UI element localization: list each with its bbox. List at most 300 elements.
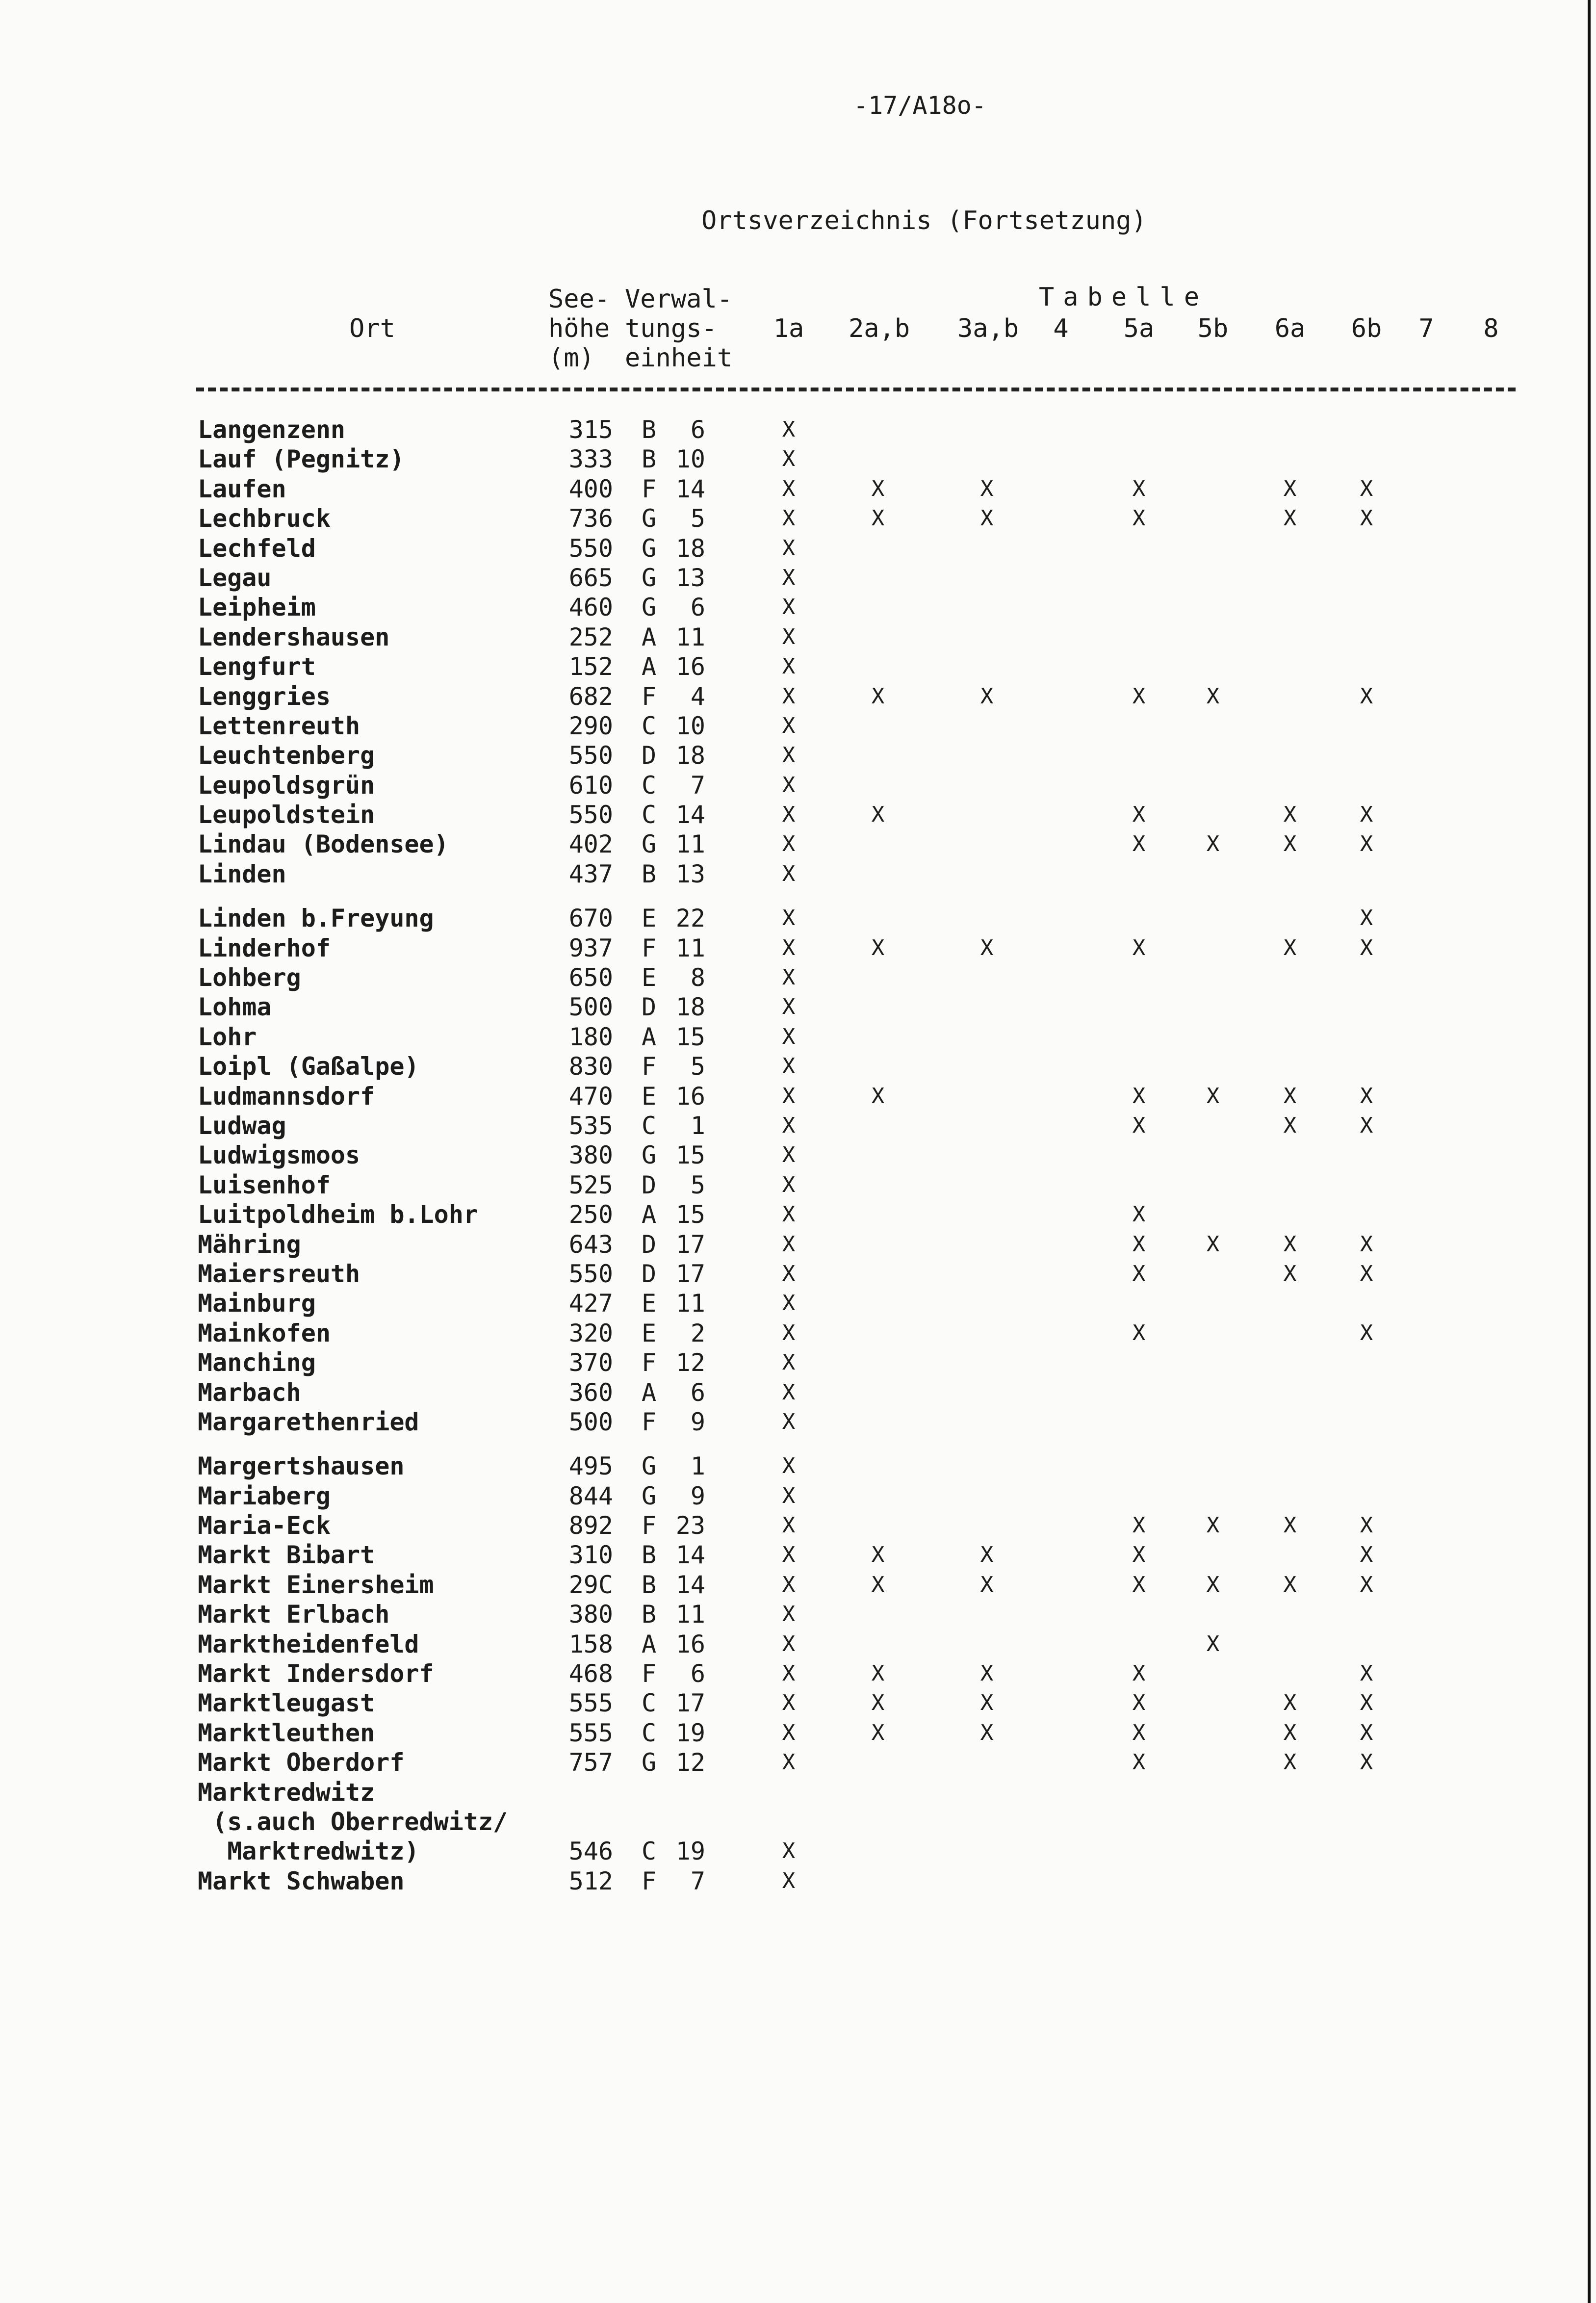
table-mark-x: X xyxy=(782,1202,796,1227)
table-mark-x: X xyxy=(782,1320,796,1346)
place-name: Mainkofen xyxy=(198,1319,331,1347)
table-mark-x: X xyxy=(782,1054,796,1079)
table-row xyxy=(0,1407,1596,1437)
admin-unit-letter: G xyxy=(642,593,657,622)
column-header: 1a xyxy=(773,314,804,343)
admin-unit-number: 9 xyxy=(690,1481,705,1510)
place-name: Leupoldsgrün xyxy=(198,771,375,800)
admin-unit-number: 18 xyxy=(675,534,705,563)
table-mark-x: X xyxy=(871,1542,885,1568)
admin-unit-number: 14 xyxy=(675,474,705,503)
table-row xyxy=(0,829,1596,859)
place-name: Markt Indersdorf xyxy=(198,1659,434,1688)
table-mark-x: X xyxy=(1360,1083,1373,1109)
place-name: Lohr xyxy=(198,1022,257,1051)
admin-unit-letter: E xyxy=(642,1319,657,1347)
table-mark-x: X xyxy=(782,802,796,828)
admin-unit-number: 5 xyxy=(690,1052,705,1081)
place-name: Lohberg xyxy=(198,963,301,992)
table-row xyxy=(0,1378,1596,1407)
admin-unit-number: 10 xyxy=(675,711,705,740)
admin-unit-letter: B xyxy=(642,1541,657,1570)
table-mark-x: X xyxy=(1360,1720,1373,1745)
altitude-value: 555 xyxy=(568,1689,613,1718)
admin-unit-letter: B xyxy=(642,445,657,474)
column-header: 8 xyxy=(1483,314,1499,343)
table-mark-x: X xyxy=(980,935,994,960)
table-mark-x: X xyxy=(782,1838,796,1864)
table-row xyxy=(0,1570,1596,1600)
table-row xyxy=(0,563,1596,593)
admin-unit-number: 14 xyxy=(675,1570,705,1599)
table-mark-x: X xyxy=(782,506,796,531)
table-mark-x: X xyxy=(782,1231,796,1257)
place-name: Lengfurt xyxy=(198,652,316,681)
admin-unit-number: 14 xyxy=(675,1541,705,1570)
header-verwaltung-line: Verwal- xyxy=(625,285,733,314)
table-mark-x: X xyxy=(1283,1720,1297,1745)
column-header: 7 xyxy=(1418,314,1434,343)
admin-unit-number: 12 xyxy=(675,1348,705,1377)
table-row xyxy=(0,593,1596,622)
admin-unit-number: 18 xyxy=(675,741,705,770)
table-row xyxy=(0,859,1596,889)
admin-unit-number: 6 xyxy=(690,1659,705,1688)
place-name: Luitpoldheim b.Lohr xyxy=(198,1200,478,1229)
table-mark-x: X xyxy=(1132,1202,1146,1227)
table-row xyxy=(0,1511,1596,1540)
table-mark-x: X xyxy=(1360,1661,1373,1686)
admin-unit-number: 22 xyxy=(675,904,705,933)
table-mark-x: X xyxy=(782,1379,796,1405)
header-tabelle: Tabelle xyxy=(1039,283,1209,312)
table-mark-x: X xyxy=(1132,1113,1146,1138)
table-mark-x: X xyxy=(782,654,796,679)
table-mark-x: X xyxy=(1132,1661,1146,1686)
admin-unit-number: 9 xyxy=(690,1407,705,1436)
table-mark-x: X xyxy=(782,1661,796,1686)
header-verwaltungseinheit xyxy=(625,285,732,373)
admin-unit-number: 17 xyxy=(675,1689,705,1718)
table-mark-x: X xyxy=(1360,831,1373,857)
place-name: Marktredwitz) xyxy=(198,1837,419,1866)
admin-unit-number: 11 xyxy=(675,622,705,651)
table-mark-x: X xyxy=(1206,1231,1220,1257)
table-mark-x: X xyxy=(782,1690,796,1716)
admin-unit-letter: F xyxy=(642,1407,657,1436)
admin-unit-letter: A xyxy=(642,652,657,681)
place-name: Loipl (Gaßalpe) xyxy=(198,1052,419,1081)
table-mark-x: X xyxy=(1132,506,1146,531)
table-mark-x: X xyxy=(980,1661,994,1686)
table-row xyxy=(0,1140,1596,1170)
altitude-value: 310 xyxy=(568,1541,613,1570)
place-name: Markt Schwaben xyxy=(198,1866,405,1895)
place-name: Lenggries xyxy=(198,682,331,711)
altitude-value: 400 xyxy=(568,474,613,503)
page-number: -17/A18o- xyxy=(853,91,986,120)
admin-unit-letter: G xyxy=(642,534,657,563)
admin-unit-letter: G xyxy=(642,830,657,859)
column-header: 4 xyxy=(1053,314,1069,343)
admin-unit-letter: F xyxy=(642,1348,657,1377)
table-mark-x: X xyxy=(782,743,796,768)
column-header: 2a,b xyxy=(849,314,910,343)
table-row xyxy=(0,963,1596,992)
place-name: Markt Bibart xyxy=(198,1541,375,1570)
place-name: Ludmannsdorf xyxy=(198,1082,375,1111)
altitude-value: 333 xyxy=(568,445,613,474)
table-row xyxy=(0,1481,1596,1511)
table-mark-x: X xyxy=(1283,1113,1297,1138)
admin-unit-number: 13 xyxy=(675,859,705,888)
admin-unit-number: 16 xyxy=(675,652,705,681)
table-row xyxy=(0,800,1596,829)
admin-unit-letter: F xyxy=(642,1052,657,1081)
admin-unit-letter: F xyxy=(642,1866,657,1895)
altitude-value: 736 xyxy=(568,504,613,533)
table-mark-x: X xyxy=(871,506,885,531)
table-mark-x: X xyxy=(782,476,796,501)
table-mark-x: X xyxy=(1360,506,1373,531)
table-mark-x: X xyxy=(1360,1542,1373,1568)
admin-unit-number: 15 xyxy=(675,1200,705,1229)
altitude-value: 550 xyxy=(568,741,613,770)
admin-unit-letter: C xyxy=(642,1689,657,1718)
altitude-value: 650 xyxy=(568,963,613,992)
admin-unit-number: 10 xyxy=(675,445,705,474)
table-row xyxy=(0,1082,1596,1111)
admin-unit-letter: B xyxy=(642,1600,657,1629)
admin-unit-letter: A xyxy=(642,1378,657,1407)
table-mark-x: X xyxy=(1283,506,1297,531)
table-mark-x: X xyxy=(1360,1231,1373,1257)
table-mark-x: X xyxy=(1132,1542,1146,1568)
admin-unit-number: 8 xyxy=(690,963,705,992)
table-mark-x: X xyxy=(871,935,885,960)
table-row xyxy=(0,1200,1596,1229)
admin-unit-letter: B xyxy=(642,1570,657,1599)
table-mark-x: X xyxy=(980,1542,994,1568)
place-name: Ludwigsmoos xyxy=(198,1141,360,1170)
table-mark-x: X xyxy=(980,506,994,531)
table-row xyxy=(0,1289,1596,1318)
header-seehoehe-line: höhe xyxy=(548,314,610,343)
admin-unit-number: 2 xyxy=(690,1319,705,1347)
admin-unit-number: 12 xyxy=(675,1748,705,1777)
altitude-value: 546 xyxy=(568,1837,613,1866)
admin-unit-letter: C xyxy=(642,1111,657,1140)
altitude-value: 380 xyxy=(568,1600,613,1629)
admin-unit-number: 11 xyxy=(675,933,705,962)
admin-unit-number: 17 xyxy=(675,1259,705,1288)
table-row xyxy=(0,1170,1596,1200)
place-name: Margertshausen xyxy=(198,1452,405,1481)
altitude-value: 402 xyxy=(568,830,613,859)
admin-unit-number: 15 xyxy=(675,1022,705,1051)
admin-unit-letter: E xyxy=(642,904,657,933)
table-mark-x: X xyxy=(1283,476,1297,501)
table-mark-x: X xyxy=(782,1631,796,1656)
table-row xyxy=(0,1837,1596,1866)
table-mark-x: X xyxy=(1360,476,1373,501)
place-name: Lauf (Pegnitz) xyxy=(198,445,405,474)
place-name: Markt Einersheim xyxy=(198,1570,434,1599)
header-verwaltung-line: tungs- xyxy=(625,314,717,343)
altitude-value: 290 xyxy=(568,711,613,740)
table-mark-x: X xyxy=(782,935,796,960)
admin-unit-letter: F xyxy=(642,933,657,962)
altitude-value: 550 xyxy=(568,534,613,563)
admin-unit-letter: G xyxy=(642,1452,657,1481)
table-body xyxy=(0,415,1596,1896)
altitude-value: 512 xyxy=(568,1866,613,1895)
table-mark-x: X xyxy=(980,1720,994,1745)
admin-unit-letter: D xyxy=(642,741,657,770)
table-mark-x: X xyxy=(1132,1690,1146,1716)
table-mark-x: X xyxy=(782,994,796,1020)
table-mark-x: X xyxy=(1283,1513,1297,1538)
table-row xyxy=(0,933,1596,963)
table-row xyxy=(0,534,1596,563)
altitude-value: 500 xyxy=(568,993,613,1022)
table-mark-x: X xyxy=(1360,1320,1373,1346)
table-mark-x: X xyxy=(1360,802,1373,828)
column-header: 6a xyxy=(1274,314,1306,343)
altitude-value: 315 xyxy=(568,415,613,444)
admin-unit-number: 4 xyxy=(690,682,705,711)
table-mark-x: X xyxy=(1132,802,1146,828)
table-row xyxy=(0,1111,1596,1140)
table-mark-x: X xyxy=(1132,683,1146,709)
table-mark-x: X xyxy=(782,1513,796,1538)
header-seehoehe-line: See- xyxy=(548,285,610,314)
table-mark-x: X xyxy=(782,1172,796,1197)
place-name: Linden b.Freyung xyxy=(198,904,434,933)
place-name: Maiersreuth xyxy=(198,1259,360,1288)
admin-unit-letter: G xyxy=(642,1141,657,1170)
altitude-value: 670 xyxy=(568,904,613,933)
admin-unit-number: 23 xyxy=(675,1511,705,1540)
table-mark-x: X xyxy=(980,683,994,709)
table-mark-x: X xyxy=(782,624,796,649)
column-header: 3a,b xyxy=(957,314,1019,343)
table-mark-x: X xyxy=(1360,1261,1373,1286)
column-header: 5b xyxy=(1197,314,1229,343)
place-name: Laufen xyxy=(198,474,286,503)
altitude-value: 370 xyxy=(568,1348,613,1377)
table-row xyxy=(0,1022,1596,1052)
table-row xyxy=(0,444,1596,474)
table-mark-x: X xyxy=(1360,1750,1373,1775)
place-name: Maria-Eck xyxy=(198,1511,331,1540)
altitude-value: 468 xyxy=(568,1659,613,1688)
header-ort: Ort xyxy=(349,314,395,343)
altitude-value: 682 xyxy=(568,682,613,711)
table-mark-x: X xyxy=(1132,831,1146,857)
table-row xyxy=(0,1778,1596,1807)
table-mark-x: X xyxy=(871,1720,885,1745)
altitude-value: 610 xyxy=(568,771,613,800)
admin-unit-letter: A xyxy=(642,1630,657,1658)
table-mark-x: X xyxy=(1283,802,1297,828)
altitude-value: 892 xyxy=(568,1511,613,1540)
place-name: Leupoldstein xyxy=(198,801,375,829)
altitude-value: 158 xyxy=(568,1630,613,1658)
table-mark-x: X xyxy=(871,802,885,828)
table-row xyxy=(0,711,1596,741)
place-name: Mainburg xyxy=(198,1289,316,1318)
admin-unit-number: 1 xyxy=(690,1111,705,1140)
table-mark-x: X xyxy=(1206,1631,1220,1656)
table-row xyxy=(0,1230,1596,1259)
table-mark-x: X xyxy=(782,1142,796,1168)
place-name: Mariaberg xyxy=(198,1481,331,1510)
table-mark-x: X xyxy=(782,1868,796,1893)
table-row xyxy=(0,771,1596,800)
table-mark-x: X xyxy=(782,861,796,886)
table-mark-x: X xyxy=(1132,1720,1146,1745)
table-mark-x: X xyxy=(1132,1572,1146,1597)
admin-unit-letter: E xyxy=(642,1289,657,1318)
table-mark-x: X xyxy=(1132,476,1146,501)
table-row xyxy=(0,415,1596,444)
place-name: (s.auch Oberredwitz/ xyxy=(198,1807,508,1836)
altitude-value: 427 xyxy=(568,1289,613,1318)
table-mark-x: X xyxy=(1283,831,1297,857)
table-mark-x: X xyxy=(1360,906,1373,931)
column-header: 6b xyxy=(1351,314,1382,343)
altitude-value: 29C xyxy=(568,1570,613,1599)
table-row xyxy=(0,1659,1596,1688)
altitude-value: 437 xyxy=(568,859,613,888)
admin-unit-letter: B xyxy=(642,859,657,888)
altitude-value: 180 xyxy=(568,1022,613,1051)
table-mark-x: X xyxy=(782,1720,796,1745)
table-mark-x: X xyxy=(1360,935,1373,960)
header-seehoehe xyxy=(548,285,610,373)
admin-unit-letter: F xyxy=(642,474,657,503)
table-mark-x: X xyxy=(782,1602,796,1627)
header-seehoehe-line: (m) xyxy=(548,343,594,373)
table-mark-x: X xyxy=(782,683,796,709)
place-name: Linderhof xyxy=(198,933,331,962)
place-name: Lechfeld xyxy=(198,534,316,563)
header-divider xyxy=(196,388,1516,391)
altitude-value: 380 xyxy=(568,1141,613,1170)
table-mark-x: X xyxy=(782,1409,796,1434)
table-row xyxy=(0,1540,1596,1570)
admin-unit-number: 19 xyxy=(675,1718,705,1747)
table-row xyxy=(0,992,1596,1022)
table-row xyxy=(0,1052,1596,1081)
table-mark-x: X xyxy=(871,1690,885,1716)
table-mark-x: X xyxy=(1206,1513,1220,1538)
table-mark-x: X xyxy=(782,772,796,798)
table-mark-x: X xyxy=(782,1113,796,1138)
altitude-value: 470 xyxy=(568,1082,613,1111)
table-row xyxy=(0,1319,1596,1348)
place-name: Ludwag xyxy=(198,1111,286,1140)
table-mark-x: X xyxy=(1360,1572,1373,1597)
admin-unit-letter: B xyxy=(642,415,657,444)
altitude-value: 252 xyxy=(568,622,613,651)
table-row xyxy=(0,1451,1596,1481)
table-mark-x: X xyxy=(1283,1750,1297,1775)
table-mark-x: X xyxy=(1132,1231,1146,1257)
admin-unit-number: 13 xyxy=(675,563,705,592)
table-mark-x: X xyxy=(1132,1320,1146,1346)
admin-unit-letter: C xyxy=(642,1718,657,1747)
place-name: Leipheim xyxy=(198,593,316,622)
table-mark-x: X xyxy=(1206,831,1220,857)
table-mark-x: X xyxy=(1283,1083,1297,1109)
table-mark-x: X xyxy=(1360,1513,1373,1538)
table-row xyxy=(0,1866,1596,1896)
admin-unit-letter: A xyxy=(642,1022,657,1051)
column-header: 5a xyxy=(1123,314,1155,343)
table-row xyxy=(0,1259,1596,1289)
place-name: Marbach xyxy=(198,1378,301,1407)
document-title: Ortsverzeichnis (Fortsetzung) xyxy=(701,206,1147,235)
table-row xyxy=(0,741,1596,770)
admin-unit-number: 14 xyxy=(675,801,705,829)
place-name: Linden xyxy=(198,859,286,888)
admin-unit-letter: D xyxy=(642,993,657,1022)
admin-unit-number: 1 xyxy=(690,1452,705,1481)
admin-unit-number: 16 xyxy=(675,1082,705,1111)
admin-unit-number: 5 xyxy=(690,504,705,533)
altitude-value: 550 xyxy=(568,1259,613,1288)
table-row xyxy=(0,652,1596,681)
admin-unit-letter: E xyxy=(642,1082,657,1111)
table-row xyxy=(0,622,1596,652)
admin-unit-letter: D xyxy=(642,1230,657,1259)
admin-unit-number: 16 xyxy=(675,1630,705,1658)
admin-unit-letter: G xyxy=(642,1481,657,1510)
table-mark-x: X xyxy=(1132,1513,1146,1538)
place-name: Lettenreuth xyxy=(198,711,360,740)
place-name: Manching xyxy=(198,1348,316,1377)
header-verwaltung-line: einheit xyxy=(625,343,733,373)
table-row xyxy=(0,1748,1596,1777)
admin-unit-letter: A xyxy=(642,622,657,651)
admin-unit-number: 11 xyxy=(675,830,705,859)
table-mark-x: X xyxy=(782,1024,796,1049)
altitude-value: 250 xyxy=(568,1200,613,1229)
altitude-value: 535 xyxy=(568,1111,613,1140)
table-mark-x: X xyxy=(782,906,796,931)
admin-unit-letter: G xyxy=(642,1748,657,1777)
table-mark-x: X xyxy=(782,831,796,857)
table-mark-x: X xyxy=(1132,1083,1146,1109)
table-mark-x: X xyxy=(871,476,885,501)
altitude-value: 320 xyxy=(568,1319,613,1347)
altitude-value: 830 xyxy=(568,1052,613,1081)
table-row xyxy=(0,474,1596,504)
admin-unit-number: 17 xyxy=(675,1230,705,1259)
admin-unit-letter: C xyxy=(642,801,657,829)
table-mark-x: X xyxy=(871,1661,885,1686)
admin-unit-number: 7 xyxy=(690,1866,705,1895)
altitude-value: 495 xyxy=(568,1452,613,1481)
table-mark-x: X xyxy=(782,965,796,990)
altitude-value: 460 xyxy=(568,593,613,622)
place-name: Lohma xyxy=(198,993,272,1022)
admin-unit-number: 18 xyxy=(675,993,705,1022)
admin-unit-letter: G xyxy=(642,563,657,592)
altitude-value: 152 xyxy=(568,652,613,681)
